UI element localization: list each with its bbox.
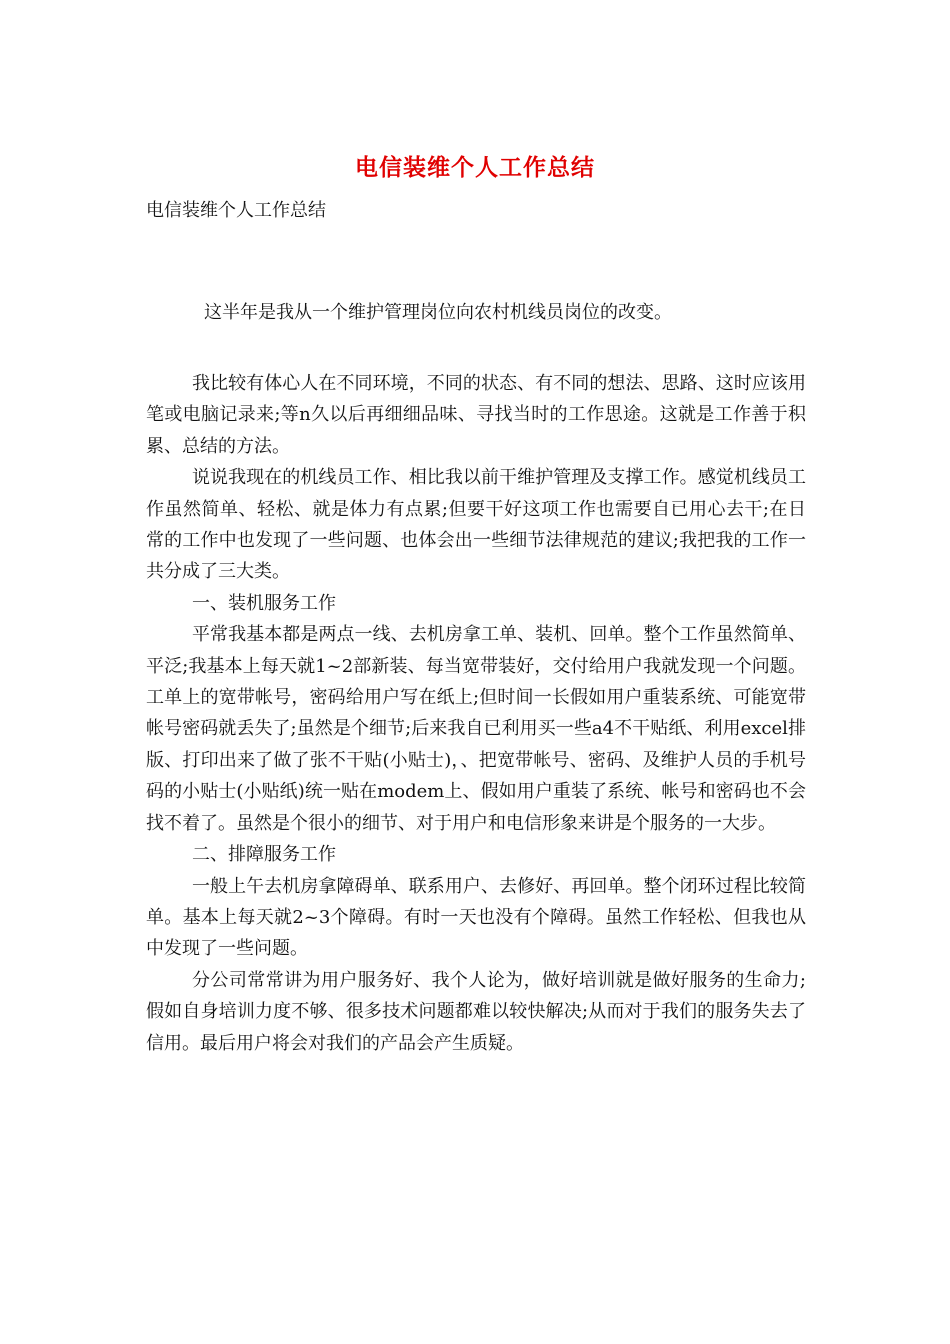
- section-heading-install: 一、装机服务工作: [192, 592, 336, 614]
- paragraph-1: 我比较有体心人在不同环境，不同的状态、有不同的想法、思路、这时应该用笔或电脑记录来;等n久以后再细细品味、寻找当时的工作思途。这就是工作善于积累、总结的方法。: [146, 373, 806, 457]
- section-heading-repair: 二、排障服务工作: [192, 844, 336, 866]
- intro-line: 这半年是我从一个维护管理岗位向农村机线员岗位的改变。: [204, 302, 672, 323]
- paragraph-3: 平常我基本都是两点一线、去机房拿工单、装机、回单。整个工作虽然简单、平泛;我基本上每天就1~2部新装、每当宽带装好，交付给用户我就发现一个问题。工单上的宽带帐号，密码给用户写在纸上;但时间一长假如用户重装系统、可能宽带帐号密码就丢失了;虽然是个细节;后来我自已利用买一些a4不干贴纸、利用excel排版、打印出来了做了张不干贴(小贴士)，、把宽带帐号、密码、及维护人员的手机号码的小贴士(小贴纸)统一贴在modem上、假如用户重装了系统、帐号和密码也不会找不着了。虽然是个很小的细节、对于用户和电信形象来讲是个服务的一大步。: [146, 624, 806, 834]
- document-body: [146, 368, 806, 1059]
- paragraph-4: 一般上午去机房拿障碍单、联系用户、去修好、再回单。整个闭环过程比较简单。基本上每天就2~3个障碍。有时一天也没有个障碍。虽然工作轻松、但我也从中发现了一些问题。: [146, 875, 806, 960]
- document-subtitle: 电信装维个人工作总结: [146, 200, 326, 221]
- paragraph-5: 分公司常常讲为用户服务好、我个人论为，做好培训就是做好服务的生命力;假如自身培训力度不够、很多技术问题都难以较快解决;从而对于我们的服务失去了信用。最后用户将会对我们的产品会产生质疑。: [146, 969, 806, 1054]
- paragraph-2: 说说我现在的机线员工作、相比我以前干维护管理及支撑工作。感觉机线员工作虽然简单、轻松、就是体力有点累;但要干好这项工作也需要自已用心去干;在日常的工作中也发现了一些问题、也体会出一些细节法律规范的建议;我把我的工作一共分成了三大类。: [146, 467, 806, 583]
- document-title: 电信装维个人工作总结: [355, 154, 595, 181]
